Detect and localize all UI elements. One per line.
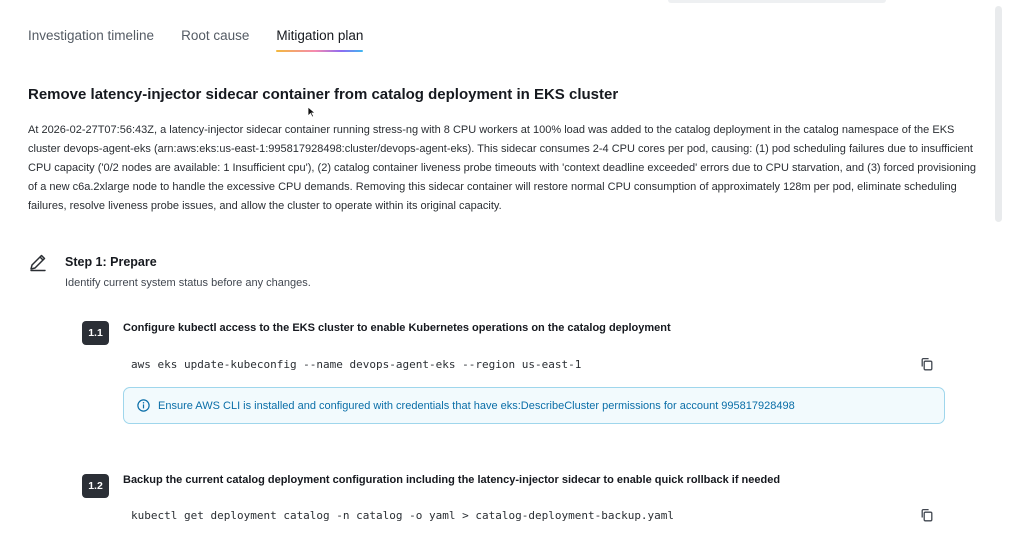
copy-icon[interactable] xyxy=(920,357,934,371)
substep-title: Configure kubectl access to the EKS cluster to enable Kubernetes operations on the catalog deployment xyxy=(123,322,671,334)
mouse-cursor-icon xyxy=(307,106,317,118)
info-alert xyxy=(123,387,945,424)
substep-badge: 1.1 xyxy=(82,321,109,345)
substep-title: Backup the current catalog deployment configuration including the latency-injector sidecar to enable quick rollback if needed xyxy=(123,474,781,486)
substep-badge: 1.2 xyxy=(82,474,109,498)
command-line[interactable]: aws eks update-kubeconfig --name devops-agent-eks --region us-east-1 xyxy=(131,358,582,371)
info-icon xyxy=(137,399,150,412)
scrollbar[interactable] xyxy=(995,6,1002,222)
tab-root-cause[interactable]: Root cause xyxy=(181,28,250,43)
step-subtitle: Identify current system status before any changes. xyxy=(65,277,311,289)
tab-investigation-timeline[interactable]: Investigation timeline xyxy=(28,28,155,43)
copy-icon[interactable] xyxy=(920,508,934,522)
top-overlay-edge xyxy=(668,0,886,3)
pencil-icon xyxy=(28,252,48,272)
plan-title: Remove latency-injector sidecar container from catalog deployment in EKS cluster xyxy=(28,86,619,103)
command-line[interactable]: kubectl get deployment catalog -n catalog -o yaml > catalog-deployment-backup.yaml xyxy=(131,509,675,522)
info-text: Ensure AWS CLI is installed and configured with credentials that have eks:DescribeCluster permissions for account 995817928498 xyxy=(158,399,795,412)
tab-bar xyxy=(28,28,390,50)
tab-mitigation-plan[interactable]: Mitigation plan xyxy=(276,28,363,50)
plan-description: At 2026-02-27T07:56:43Z, a latency-injector sidecar container running stress-ng with 8 CPU workers at 100% load was added to the catalog deployment in the catalog namespace of the EKS cluster devops-agent-eks (arn:aws:eks:us-east-1:995817928498:cluster/devops-agent-eks). This sidecar consumes 2-4 CPU cores per pod, causing: (1) pod scheduling failures due to insufficient CPU capacity ('0/2 nodes are available: 1 Insufficient cpu'), (2) catalog container liveness probe timeouts with 'context deadline exceeded' errors due to CPU starvation, and (3) forced provisioning of a new c6a.2xlarge node to handle the excessive CPU demands. Removing this sidecar container will restore normal CPU consumption of approximately 128m per pod, eliminate scheduling failures, resolve liveness probe issues, and allow the cluster to operate within its original capacity. xyxy=(28,124,976,212)
step-title: Step 1: Prepare xyxy=(65,255,157,269)
